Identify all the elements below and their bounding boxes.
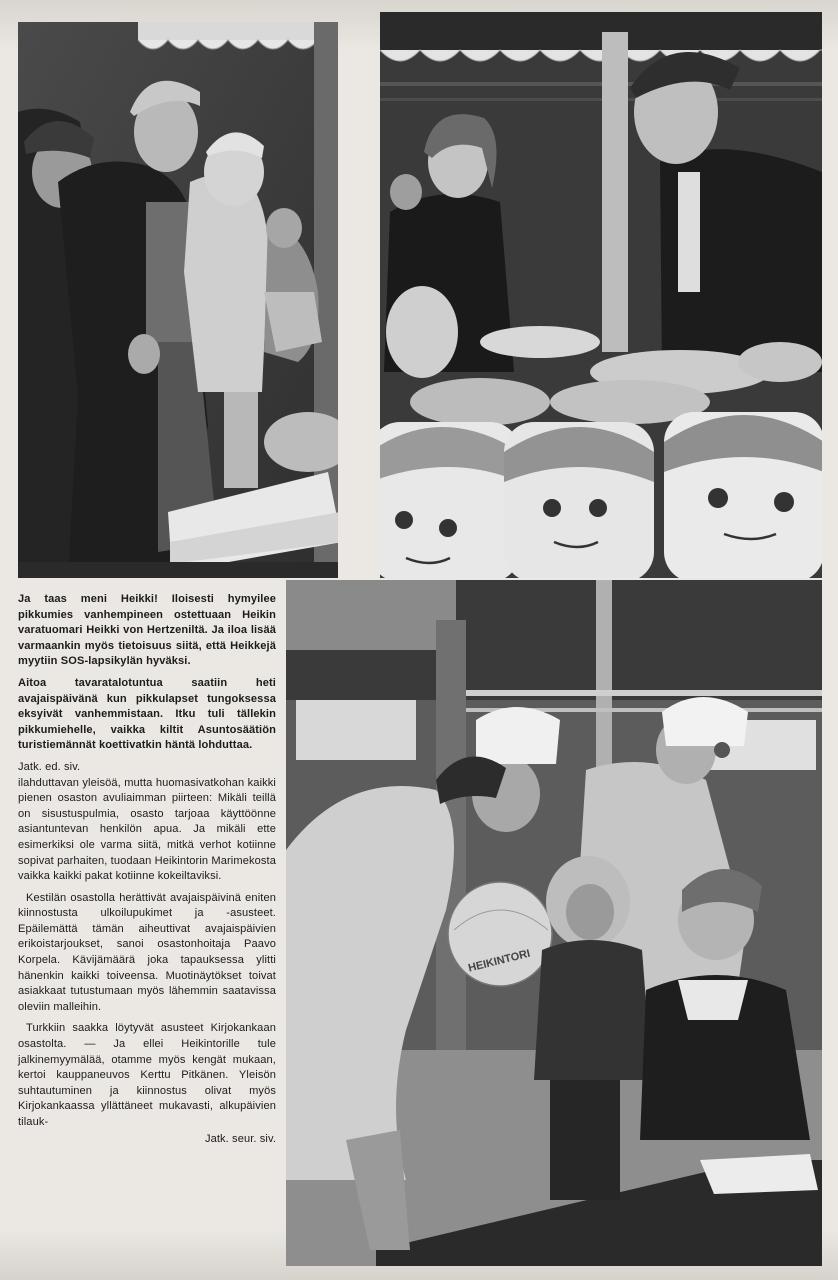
balloon-label: HEIKINTORI: [467, 947, 532, 975]
heikki-pillow-face-3: [664, 412, 822, 578]
article-paragraph-1: ilahduttavan yleisöä, mutta huomasivatkohan kaikki pienen osaston avuliaimman piirteen: Mikäli teillä on sisustuspulmia, osasto tarjoaa käyttöönne asiantuntevan henkilön apua. Ja mikäli ette esimerkiksi ole varma siitä, mitkä verhot kotiinne sopivat parhaiten, tuodaan Heikintorin Marimekosta vaikka kaikki pakat kotiinne kokeiltaviksi.: [18, 776, 276, 883]
photo-hostesses-with-child: [286, 580, 822, 1266]
article-paragraph-2: Kestilän osastolla herättivät avajaispäivinä eniten kiinnostusta ulkoilupukimet ja -asusteet. Epäilemättä tämän aiheuttivat avajaispäivien erikoistarjoukset, sanoi osastonhoitaja Paavo Korpela. Kävijämäärä joka tapauksessa ylitti hänenkin kaikki toiveensa. Muotinäytökset toivat asiakkaat tutustumaan myös lähemmin saatavissa oleviin malleihin.: [18, 891, 276, 1013]
heikki-pillow-face-2: [504, 422, 654, 578]
article-paragraph-3: Turkkiin saakka löytyvät asusteet Kirjokankaan osastolta. — Ja ellei Heikintorille tule jalkinemyymälää, otamme myös kengät mukaan, kertoi kauppaneuvos Kerttu Pitkänen. Yleisön suhtautuminen ja kiinnostus olivat myös Kirjokankaassa yllättäneet mukavasti, alkupäivien tilauk-: [18, 1022, 276, 1128]
continued-to-label: Jatk. seur. siv.: [204, 1132, 276, 1145]
balloon: [448, 882, 552, 986]
article-column: [18, 592, 276, 1147]
heikki-pillow-face-1: [380, 422, 520, 578]
continued-from-label: Jatk. ed. siv.: [18, 760, 81, 773]
caption-paragraph-2: Aitoa tavaratalotuntua saatiin heti avajaispäivänä kun pikkulapset tungoksessa eksyivät vanhemmistaan. Itku tuli tällekin pikkumiehelle, vaikka kiltit Asuntosäätiön turistiemännät koettivatkin häntä lohduttaa.: [18, 676, 276, 752]
photo-man-with-child: [18, 22, 338, 578]
caption-paragraph-1: Ja taas meni Heikki! Iloisesti hymyilee pikkumies vanhempineen ostettuaan Heikin varatuomari Heikki von Hertzeniltä. Ja iloa lisää varmaankin myös tietoisuus siitä, että Heikkejä myytiin SOS-lapsikylän hyväksi.: [18, 593, 276, 668]
photo-heikki-pillows: [380, 12, 822, 578]
